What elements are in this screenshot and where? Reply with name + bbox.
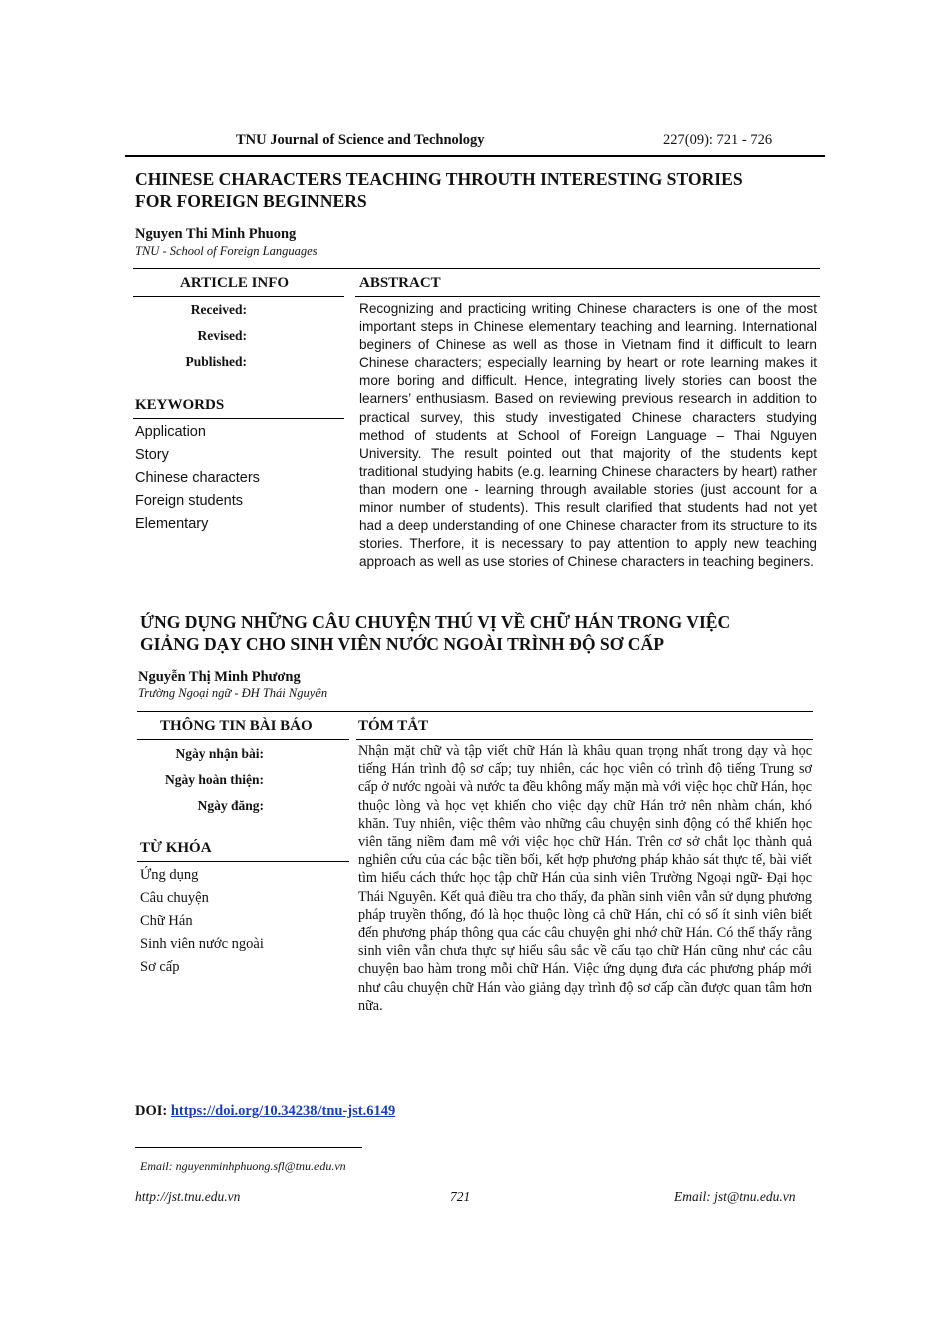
tu-khoa-heading: TỪ KHÓA — [140, 840, 212, 856]
journal-volume: 227(09): 721 - 726 — [663, 132, 773, 148]
revised-label: Revised: — [197, 328, 247, 343]
revised-label-vn: Ngày hoàn thiện: — [164, 772, 264, 787]
abstract-heading: ABSTRACT — [359, 275, 441, 291]
english-keyword-list — [135, 421, 260, 536]
english-info-left-rule — [133, 296, 344, 297]
vietnamese-info-top-rule — [137, 711, 813, 712]
keyword-item: Ứng dụng — [140, 867, 199, 883]
keyword-item: Sơ cấp — [140, 959, 180, 975]
footer-page-number: 721 — [450, 1189, 471, 1204]
doi-line — [135, 1103, 395, 1120]
keyword-item: Foreign students — [135, 493, 244, 509]
english-title-line2: FOR FOREIGN BEGINNERS — [135, 191, 367, 211]
keyword-item: Story — [135, 447, 169, 463]
vietnamese-author: Nguyễn Thị Minh Phương — [138, 669, 301, 685]
english-abstract-rule — [355, 296, 820, 297]
keyword-item: Application — [135, 424, 206, 440]
published-label: Published: — [185, 354, 247, 369]
tu-khoa-rule — [137, 861, 349, 862]
header-rule — [125, 155, 825, 157]
keywords-heading: KEYWORDS — [135, 397, 225, 413]
keyword-item: Chinese characters — [135, 470, 260, 486]
vietnamese-abstract-text: Nhận mặt chữ và tập viết chữ Hán là khâu quan trọng nhất trong dạy và học tiếng Hán trình độ sơ cấp; tuy nhiên, các học viên có trình độ tiếng Trung sơ cấp ở nước ngoài và nước ta đều không mấy mặn mà với việc học chữ Hán, học thuộc lòng và học vẹt khiến cho việc dạy chữ Hán trở nên nhàm chán, khó khăn. Tuy nhiên, việc thêm vào những câu chuyện sinh động có thể khiến học viên tăng niềm đam mê với việc học chữ Hán. Trên cơ sở chắt lọc thành quả nghiên cứu của các bậc tiền bối, kết hợp phương pháp khảo sát thực tế, bài viết tìm hiểu cách thức học tập chữ Hán của sinh viên Trường Ngoại ngữ- Đại học Thái Nguyên. Kết quả điều tra cho thấy, đa phần sinh viên vẫn sử dụng phương pháp truyền thống, đó là học thuộc lòng cả chữ Hán, chỉ có số ít sinh viên biết đến phương pháp thông qua các câu chuyện ghi nhớ chữ Hán. Có thể thấy rằng sinh viên vẫn chưa thực sự hiểu sâu sắc về cấu tạo chữ Hán cũng như các câu chuyện bao hàm trong mỗi chữ Hán. Việc ứng dụng đưa các phương pháp mới như câu chuyện chữ Hán vào giảng dạy trình độ sơ cấp cần được quan tâm hơn nữa. — [358, 743, 812, 1014]
received-label: Received: — [190, 302, 247, 317]
footnote-email: Email: nguyenminhphuong.sfl@tnu.edu.vn — [140, 1159, 346, 1173]
vietnamese-keyword-list — [140, 864, 264, 979]
article-info-heading: ARTICLE INFO — [180, 275, 290, 291]
footer-website[interactable]: http://jst.tnu.edu.vn — [135, 1189, 241, 1204]
vietnamese-info-left-rule — [137, 739, 349, 740]
journal-name: TNU Journal of Science and Technology — [236, 132, 485, 148]
doi-link[interactable]: https://doi.org/10.34238/tnu-jst.6149 — [170, 1103, 396, 1119]
received-label-vn: Ngày nhận bài: — [175, 746, 264, 761]
keyword-item: Câu chuyện — [140, 890, 209, 906]
vietnamese-title-line1: ỨNG DỤNG NHỮNG CÂU CHUYỆN THÚ VỊ VỀ CHỮ HÁN TRONG VIỆC — [140, 612, 731, 632]
vietnamese-affiliation: Trường Ngoại ngữ - ĐH Thái Nguyên — [138, 686, 328, 700]
english-author: Nguyen Thi Minh Phuong — [135, 226, 297, 242]
keyword-item: Chữ Hán — [140, 913, 193, 929]
vietnamese-abstract-rule — [356, 739, 813, 740]
vietnamese-title-line2: GIẢNG DẠY CHO SINH VIÊN NƯỚC NGOÀI TRÌNH ĐỘ SƠ CẤP — [140, 634, 664, 654]
tom-tat-heading: TÓM TẮT — [358, 718, 429, 734]
keyword-item: Sinh viên nước ngoài — [140, 936, 264, 952]
footnote-rule — [135, 1147, 362, 1148]
english-info-top-rule — [133, 268, 820, 269]
keywords-rule — [133, 418, 344, 419]
footer-email[interactable]: Email: jst@tnu.edu.vn — [674, 1189, 796, 1204]
thong-tin-heading: THÔNG TIN BÀI BÁO — [160, 718, 313, 734]
english-abstract-text: Recognizing and practicing writing Chinese characters is one of the most important steps in Chinese elementary teaching and learning. International beginers of Chinese as well as those in Vietnam find it difficult to learn Chinese characters; especially learning by heart or rote learning makes it more boring and difficult. Hence, integrating lively stories can boost the learners’ enthusiasm. Based on reviewing previous research in addition to practical survey, this study investigated Chinese characters studying method of students at School of Foreign Language – Thai Nguyen University. The result pointed out that majority of the students kept traditional studying habits (e.g. learning Chinese characters by heart) rather than modern one - learning through available stories (just account for a minor number of students). This result clarified that students had not yet had a deep understanding of one Chinese character from its structure to its stories. Therfore, it is necessary to pay attention to apply new teaching approach as well as use stories of Chinese characters in teaching beginers. — [359, 301, 817, 570]
keyword-item: Elementary — [135, 516, 209, 532]
english-title-line1: CHINESE CHARACTERS TEACHING THROUTH INTERESTING STORIES — [135, 169, 743, 189]
english-affiliation: TNU - School of Foreign Languages — [135, 244, 318, 258]
doi-label: DOI: — [135, 1103, 168, 1119]
published-label-vn: Ngày đăng: — [197, 798, 264, 813]
